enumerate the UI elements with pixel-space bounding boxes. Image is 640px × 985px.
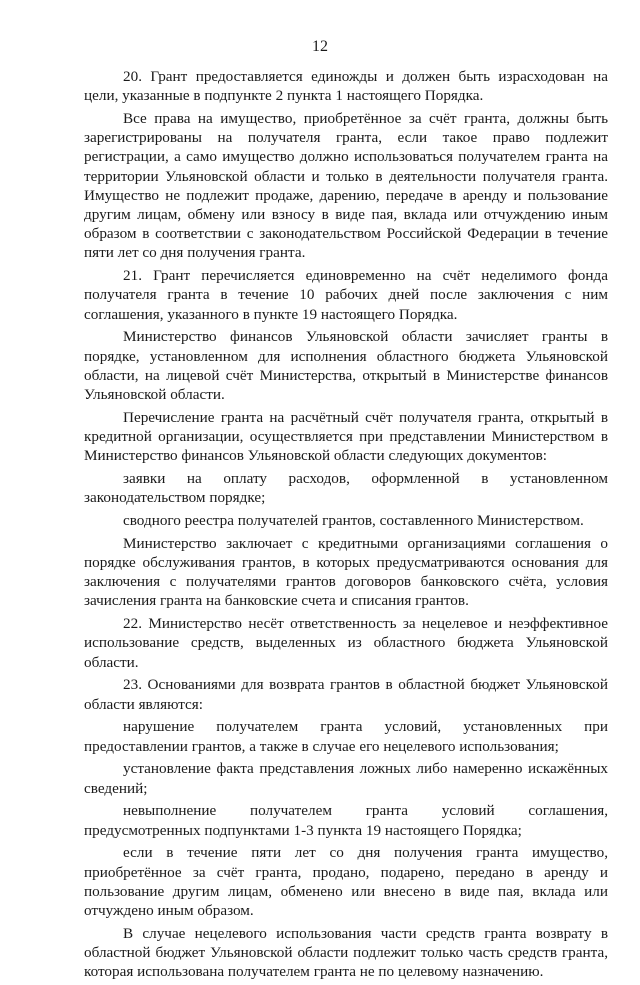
paragraph-summary-register: сводного реестра получателей грантов, составленного Министерством.	[123, 512, 584, 530]
paragraph-partial-return: В случае нецелевого использования части средств гранта возврату в областной бюджет Ульяновской области подлежит только часть средств гранта, которая использована получателем гранта не по целевому назначению.	[84, 924, 608, 981]
paragraph-22: 22. Министерство несёт ответственность за нецелевое и неэффективное использование средств, выделенных из областного бюджета Ульяновской области.	[84, 615, 608, 671]
page-number: 12	[312, 38, 328, 55]
paragraph-non-fulfillment: невыполнение получателем гранта условий соглашения, предусмотренных подпунктами 1-3 пункта 19 настоящего Порядка;	[84, 802, 608, 839]
paragraph-21: 21. Грант перечисляется единовременно на счёт неделимого фонда получателя гранта в течение 10 рабочих дней после заключения с ним соглашения, указанного в пункте 19 настоящего Порядка.	[84, 267, 608, 323]
document-body	[84, 67, 608, 985]
paragraph-property-rights: Все права на имущество, приобретённое за счёт гранта, должны быть зарегистрированы на получателя гранта, если такое право подлежит регистрации, а само имущество должно использоваться получателем гранта на территории Ульяновской области и только в деятельности получателя гранта. Имущество не подлежит продаже, дарению, передаче в аренду и пользование другим лицам, обмену или взносу в виде пая, вклада или отчуждению иным образом в соответствии с законодательством Российской Федерации в течение пяти лет со дня получения гранта.	[84, 110, 608, 262]
paragraph-property-disposal: если в течение пяти лет со дня получения гранта имущество, приобретённое за счёт гранта, продано, подарено, передано в аренду и пользование другим лицам, обменено или внесено в виде пая, вклада или отчуждено иным образом.	[84, 844, 608, 920]
paragraph-bank-agreements: Министерство заключает с кредитными организациями соглашения о порядке обслуживания грантов, в которых предусматриваются основания для заключения с получателями грантов договоров банковского счёта, условия зачисления гранта на банковские счета и списания грантов.	[84, 534, 608, 610]
paragraph-20: 20. Грант предоставляется единожды и должен быть израсходован на цели, указанные в подпункте 2 пункта 1 настоящего Порядка.	[84, 68, 608, 105]
paragraph-false-information: установление факта представления ложных либо намеренно искажённых сведений;	[84, 760, 608, 797]
paragraph-violation-conditions: нарушение получателем гранта условий, установленных при предоставлении грантов, а также в случае его нецелевого использования;	[84, 718, 608, 755]
paragraph-transfer-documents: Перечисление гранта на расчётный счёт получателя гранта, открытый в кредитной организации, осуществляется при представлении Министерством в Министерство финансов Ульяновской области следующих документов:	[84, 408, 608, 465]
paragraph-23: 23. Основаниями для возврата грантов в областной бюджет Ульяновской области являются:	[84, 676, 608, 713]
paragraph-ministry-finance: Министерство финансов Ульяновской области зачисляет гранты в порядке, установленном для исполнения областного бюджета Ульяновской области, на лицевой счёт Министерства, открытый в Министерстве финансов Ульяновской области.	[84, 328, 608, 404]
paragraph-payment-request: заявки на оплату расходов, оформленной в установленном законодательством порядке;	[84, 470, 608, 507]
